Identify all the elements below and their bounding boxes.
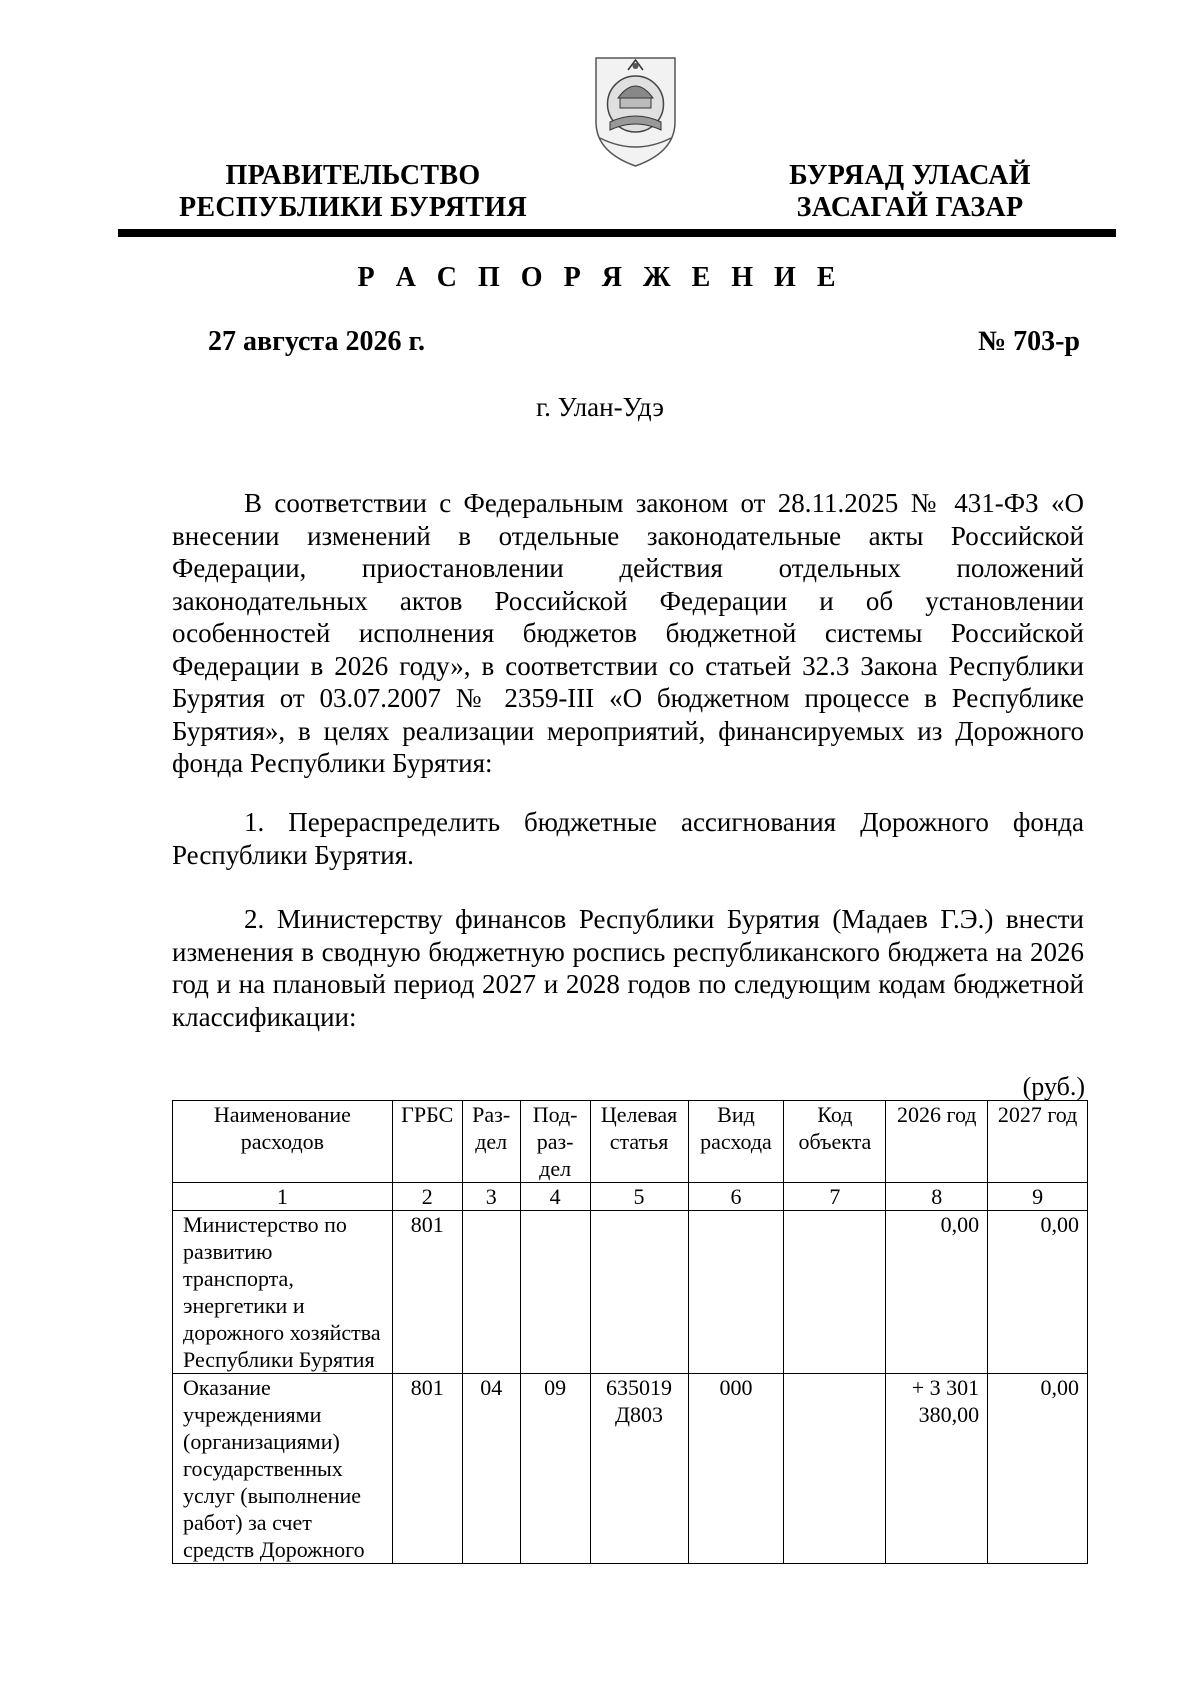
- header-cell: ГРБС: [392, 1101, 462, 1183]
- row-subsection-cell: 09: [520, 1374, 590, 1564]
- preamble-paragraph: [172, 487, 1084, 780]
- table-row: [173, 1211, 1088, 1374]
- header-cell: Наименование расходов: [173, 1101, 393, 1183]
- row-grbs-cell: 801: [392, 1374, 462, 1564]
- row-2027-cell: 0,00: [988, 1374, 1088, 1564]
- row-2027-cell: 0,00: [988, 1211, 1088, 1374]
- header-cell: Код объекта: [784, 1101, 886, 1183]
- header-right-line1: БУРЯАД УЛАСАЙ: [789, 160, 1031, 191]
- header-cell: 2027 год: [988, 1101, 1088, 1183]
- header-left: [168, 160, 538, 224]
- document-city: г. Улан-Удэ: [536, 392, 664, 422]
- column-number-cell: 8: [886, 1183, 988, 1211]
- header-cell: Раз-дел: [462, 1101, 520, 1183]
- header-cell: 2026 год: [886, 1101, 988, 1183]
- table-row: [173, 1374, 1088, 1564]
- row-name-cell: Министерство по развитию транспорта, энергетики и дорожного хозяйства Республики Бурятия: [173, 1211, 393, 1374]
- column-number-cell: 5: [590, 1183, 688, 1211]
- row-name-cell: Оказание учреждениями (организациями) государственных услуг (выполнение работ) за счет средств Дорожного: [173, 1374, 393, 1564]
- header-rule: [118, 229, 1116, 237]
- column-number-cell: 4: [520, 1183, 590, 1211]
- header-right: [760, 160, 1060, 224]
- row-target-cell: [590, 1211, 688, 1374]
- row-subsection-cell: [520, 1211, 590, 1374]
- row-2026-cell: + 3 301 380,00: [886, 1374, 988, 1564]
- column-number-cell: 1: [173, 1183, 393, 1211]
- header-left-line2: РЕСПУБЛИКИ БУРЯТИЯ: [179, 192, 527, 223]
- column-number-cell: 9: [988, 1183, 1088, 1211]
- coat-of-arms-icon: [588, 52, 683, 170]
- row-target-cell: 635019 Д803: [590, 1374, 688, 1564]
- document-date: 27 августа 2026 г.: [208, 326, 426, 357]
- row-expense-type-cell: 000: [688, 1374, 784, 1564]
- row-object-code-cell: [784, 1374, 886, 1564]
- row-expense-type-cell: [688, 1211, 784, 1374]
- header-left-line1: ПРАВИТЕЛЬСТВО: [225, 160, 481, 191]
- row-2026-cell: 0,00: [886, 1211, 988, 1374]
- table-column-numbers-row: [173, 1183, 1088, 1211]
- column-number-cell: 7: [784, 1183, 886, 1211]
- item1-text: 1. Перераспределить бюджетные ассигнования Дорожного фонда Республики Бурятия.: [172, 807, 1084, 870]
- item1-paragraph: [172, 806, 1084, 871]
- column-number-cell: 2: [392, 1183, 462, 1211]
- header-cell: Целевая статья: [590, 1101, 688, 1183]
- item2-text: 2. Министерству финансов Республики Бурятия (Мадаев Г.Э.) внести изменения в сводную бюджетную роспись республиканского бюджета на 2026 год и на плановый период 2027 и 2028 годов по следующим кодам бюджетной классификации:: [172, 904, 1084, 1032]
- column-number-cell: 6: [688, 1183, 784, 1211]
- item2-paragraph: [172, 903, 1084, 1033]
- table-unit: (руб.): [1022, 1072, 1085, 1101]
- header-right-line2: ЗАСАГАЙ ГАЗАР: [796, 192, 1024, 223]
- document-type: Р А С П О Р Я Ж Е Н И Е: [357, 262, 843, 293]
- preamble-text: В соответствии с Федеральным законом от 28.11.2025 № 431-ФЗ «О внесении изменений в отдельные законодательные акты Российской Федерации, приостановлении действия отдельных положений законодательных актов Российской Федерации и об установлении особенностей исполнения бюджетов бюджетной системы Российской Федерации в 2026 году», в соответствии со статьей 32.3 Закона Республики Бурятия от 03.07.2007 № 2359-III «О бюджетном процессе в Республике Бурятия», в целях реализации мероприятий, финансируемых из Дорожного фонда Республики Бурятия:: [172, 488, 1084, 778]
- header-cell: Под-раз-дел: [520, 1101, 590, 1183]
- budget-table: [172, 1100, 1088, 1564]
- row-grbs-cell: 801: [392, 1211, 462, 1374]
- column-number-cell: 3: [462, 1183, 520, 1211]
- row-section-cell: [462, 1211, 520, 1374]
- document-number: № 703-р: [977, 326, 1080, 357]
- header-cell: Вид расхода: [688, 1101, 784, 1183]
- row-section-cell: 04: [462, 1374, 520, 1564]
- row-object-code-cell: [784, 1211, 886, 1374]
- table-header-row: [173, 1101, 1088, 1183]
